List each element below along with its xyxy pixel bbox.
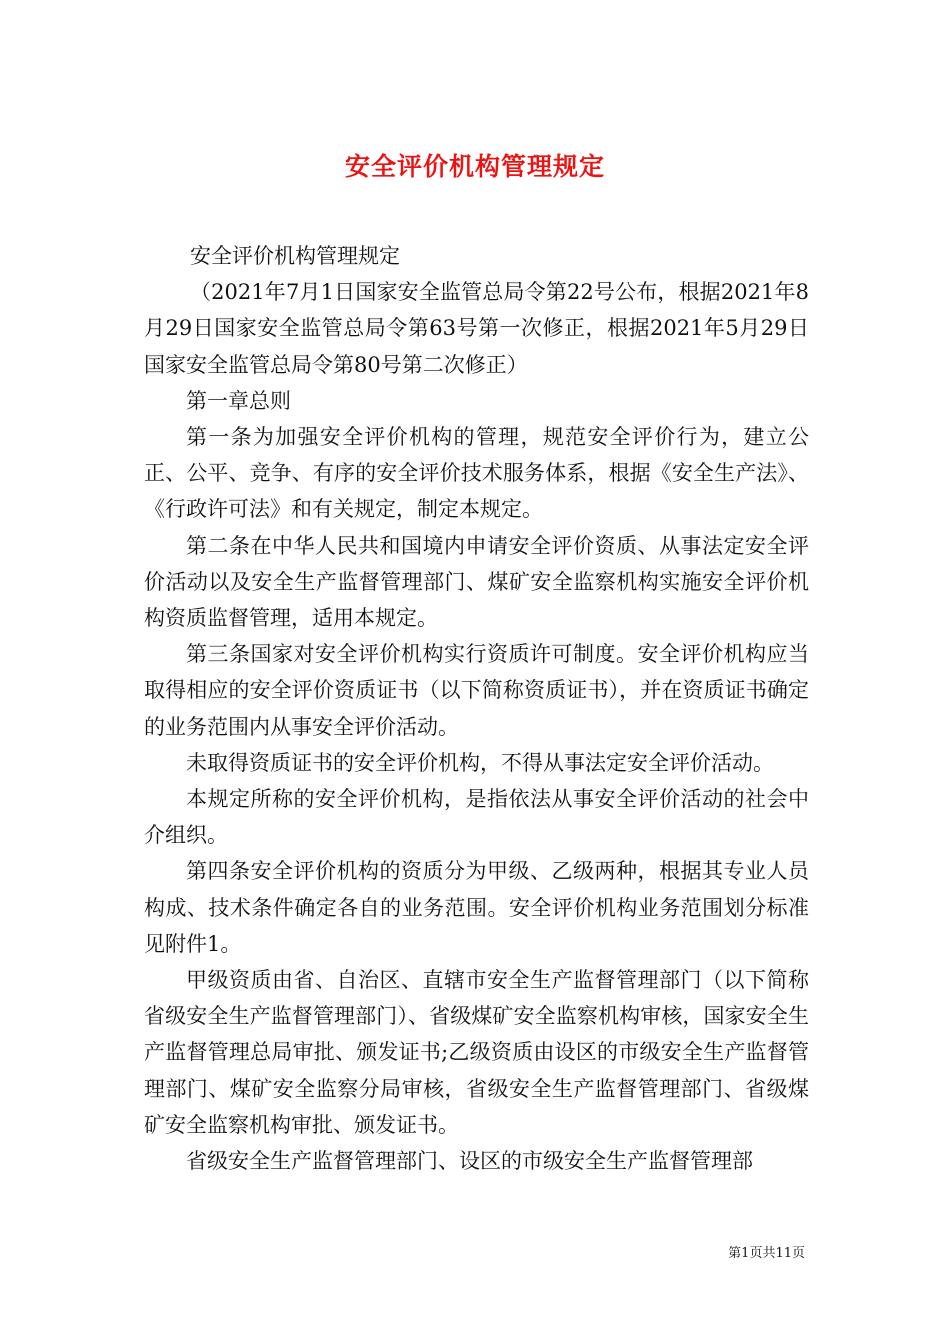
paragraph-article-4: 第四条安全评价机构的资质分为甲级、乙级两种，根据其专业人员构成、技术条件确定各自的业务范围。安全评价机构业务范围划分标准见附件1。	[144, 859, 809, 956]
paragraph-article-3-clause-3: 本规定所称的安全评价机构，是指依法从事安全评价活动的社会中介组织。	[144, 787, 809, 848]
paragraph-article-1: 第一条为加强安全评价机构的管理，规范安全评价行为，建立公正、公平、竞争、有序的安全评价技术服务体系，根据《安全生产法》、《行政许可法》和有关规定，制定本规定。	[144, 425, 809, 522]
paragraph-article-4-clause-2: 甲级资质由省、自治区、直辖市安全生产监督管理部门（以下简称省级安全生产监督管理部门）、省级煤矿安全监察机构审核，国家安全生产监督管理总局审批、颁发证书;乙级资质由设区的市级安全生产监督管理部门、煤矿安全监察分局审核，省级安全生产监督管理部门、省级煤矿安全监察机构审批、颁发证书。	[144, 968, 809, 1137]
paragraph-article-3: 第三条国家对安全评价机构实行资质许可制度。安全评价机构应当取得相应的安全评价资质证书（以下简称资质证书），并在资质证书确定的业务范围内从事安全评价活动。	[144, 642, 809, 739]
paragraph-article-3-clause-2: 未取得资质证书的安全评价机构，不得从事法定安全评价活动。	[186, 750, 774, 775]
paragraph-article-4-clause-3: 省级安全生产监督管理部门、设区的市级安全生产监督管理部	[186, 1149, 753, 1174]
paragraph-article-2: 第二条在中华人民共和国境内申请安全评价资质、从事法定安全评价活动以及安全生产监督管理部门、煤矿安全监察机构实施安全评价机构资质监督管理，适用本规定。	[144, 533, 809, 631]
page-title: 安全评价机构管理规定	[344, 151, 605, 181]
page-number: 第1页共11页	[728, 1246, 805, 1261]
paragraph-heading: 安全评价机构管理规定	[190, 244, 400, 268]
document-body	[144, 238, 809, 1179]
paragraph-chapter-heading: 第一章总则	[186, 388, 291, 413]
paragraph-promulgation-note: （2021年7月1日国家安全监管总局令第22号公布，根据2021年8月29日国家安全监管总局令第63号第一次修正，根据2021年5月29日国家安全监管总局令第80号第二次修正）	[144, 280, 809, 377]
